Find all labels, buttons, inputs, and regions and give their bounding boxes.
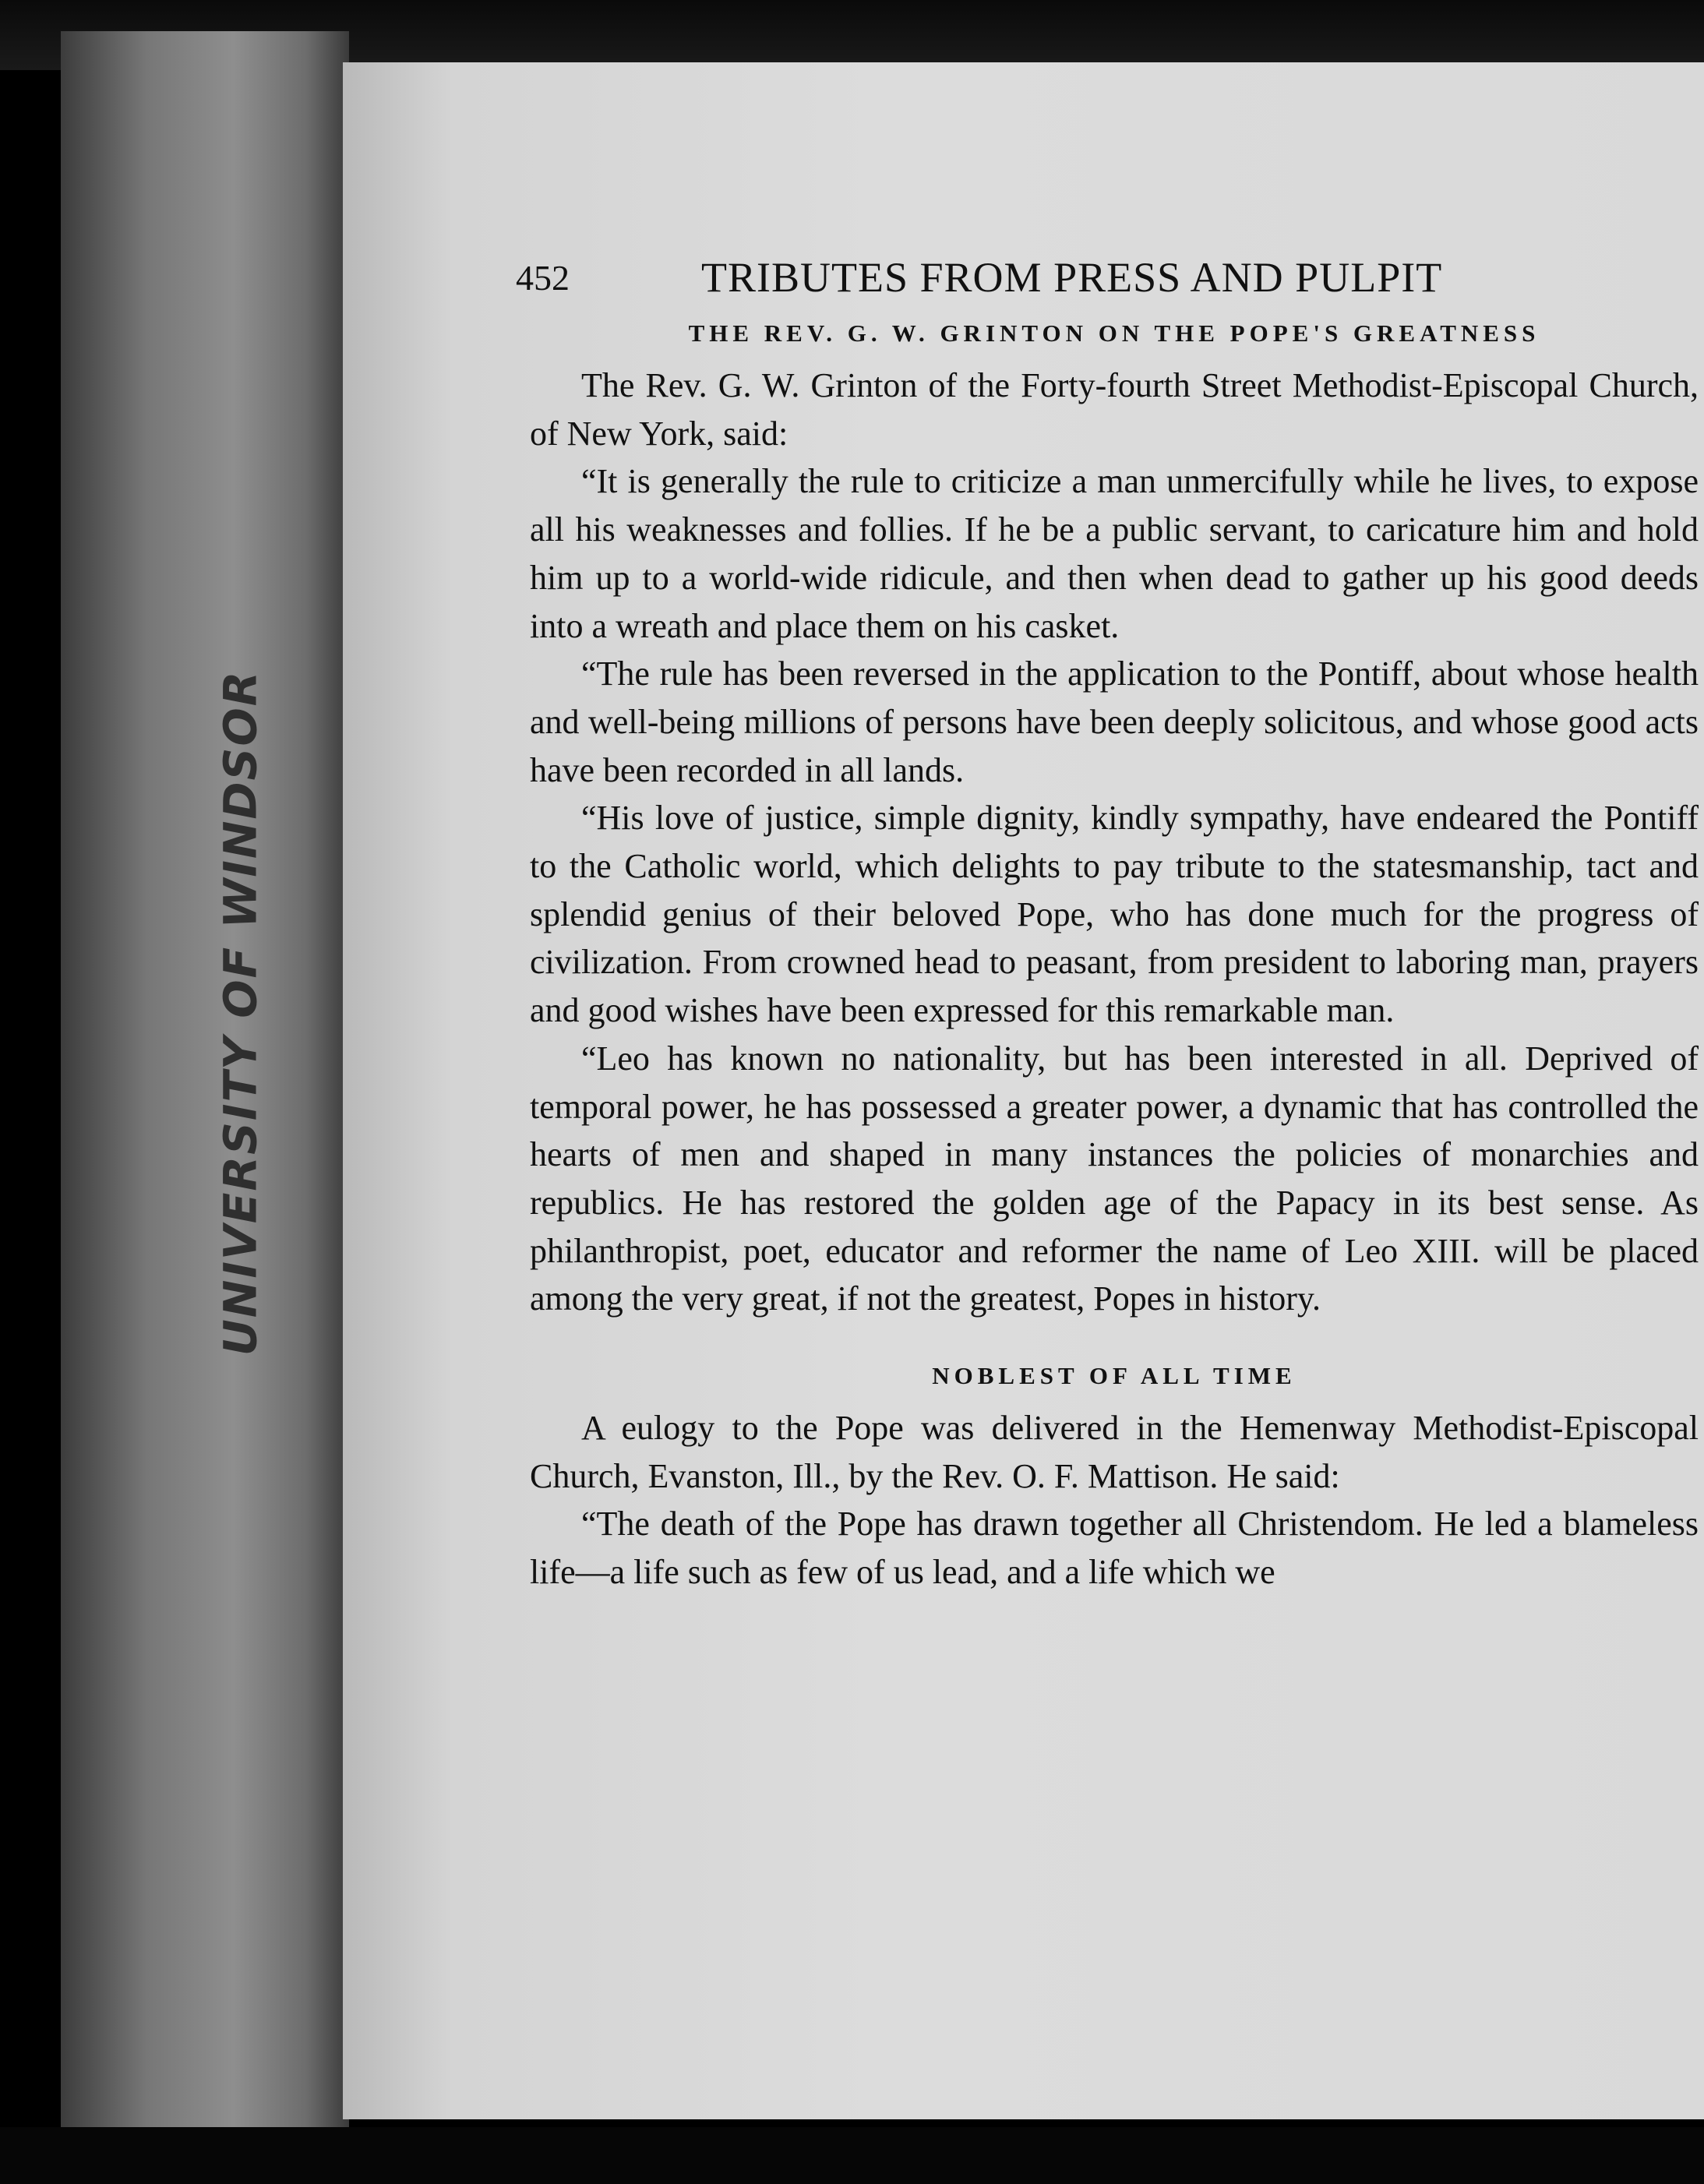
bottom-shadow	[0, 2127, 1704, 2184]
paragraph: “The death of the Pope has drawn together all Christendom. He led a blameless life—a life such as few of us lead, and a life which we	[530, 1505, 1699, 1592]
paragraph: “His love of justice, simple dignity, kindly sympathy, have endeared the Pontiff to the Catholic world, which delights to pay tribute to the statesmanship, tact and splendid genius of their beloved Pope, who has done much for the progress of civilization. From crowned head to peasant, from president to laboring man, prayers and good wishes have been expressed for this remarkable man.	[530, 799, 1699, 1030]
library-stamp	[193, 669, 287, 1357]
running-head	[516, 249, 1699, 312]
section-gap	[530, 1323, 1699, 1354]
library-stamp-text: UNIVERSITY OF WINDSOR	[213, 669, 266, 1357]
page-number: 452	[516, 258, 570, 298]
running-title: TRIBUTES FROM PRESS AND PULPIT	[701, 254, 1443, 301]
paragraph: The Rev. G. W. Grinton of the Forty-fourth Street Methodist-Episcopal Church, of New York, said:	[530, 366, 1699, 453]
paragraph: “Leo has known no nationality, but has been interested in all. Deprived of temporal power, he has possessed a greater power, a dynamic that has controlled the hearts of men and shaped in many instances the policies of monarchies and republics. He has restored the golden age of the Papacy in its best sense. As philanthropist, poet, educator and reformer the name of Leo XIII. will be placed among the very great, if not the greatest, Popes in history.	[530, 1039, 1699, 1318]
section-heading-grinton: THE REV. G. W. GRINTON ON THE POPE'S GREATNESS	[688, 319, 1540, 347]
paragraph: “It is generally the rule to criticize a man unmercifully while he lives, to expose all his weaknesses and follies. If he be a public servant, to caricature him and hold him up to a world-wide ridicule, and then when dead to gather up his good deeds into a wreath and place them on his casket.	[530, 462, 1699, 645]
page-text	[516, 249, 1699, 1597]
paragraph: “The rule has been reversed in the application to the Pontiff, about whose health and well-being millions of persons have been deeply solicitous, and whose good acts have been recorded in all lands.	[530, 654, 1699, 789]
paragraph: A eulogy to the Pope was delivered in the Hemenway Methodist-Episcopal Church, Evanston, Ill., by the Rev. O. F. Mattison. He said:	[530, 1409, 1699, 1495]
section-heading-noblest: NOBLEST OF ALL TIME	[932, 1362, 1297, 1390]
